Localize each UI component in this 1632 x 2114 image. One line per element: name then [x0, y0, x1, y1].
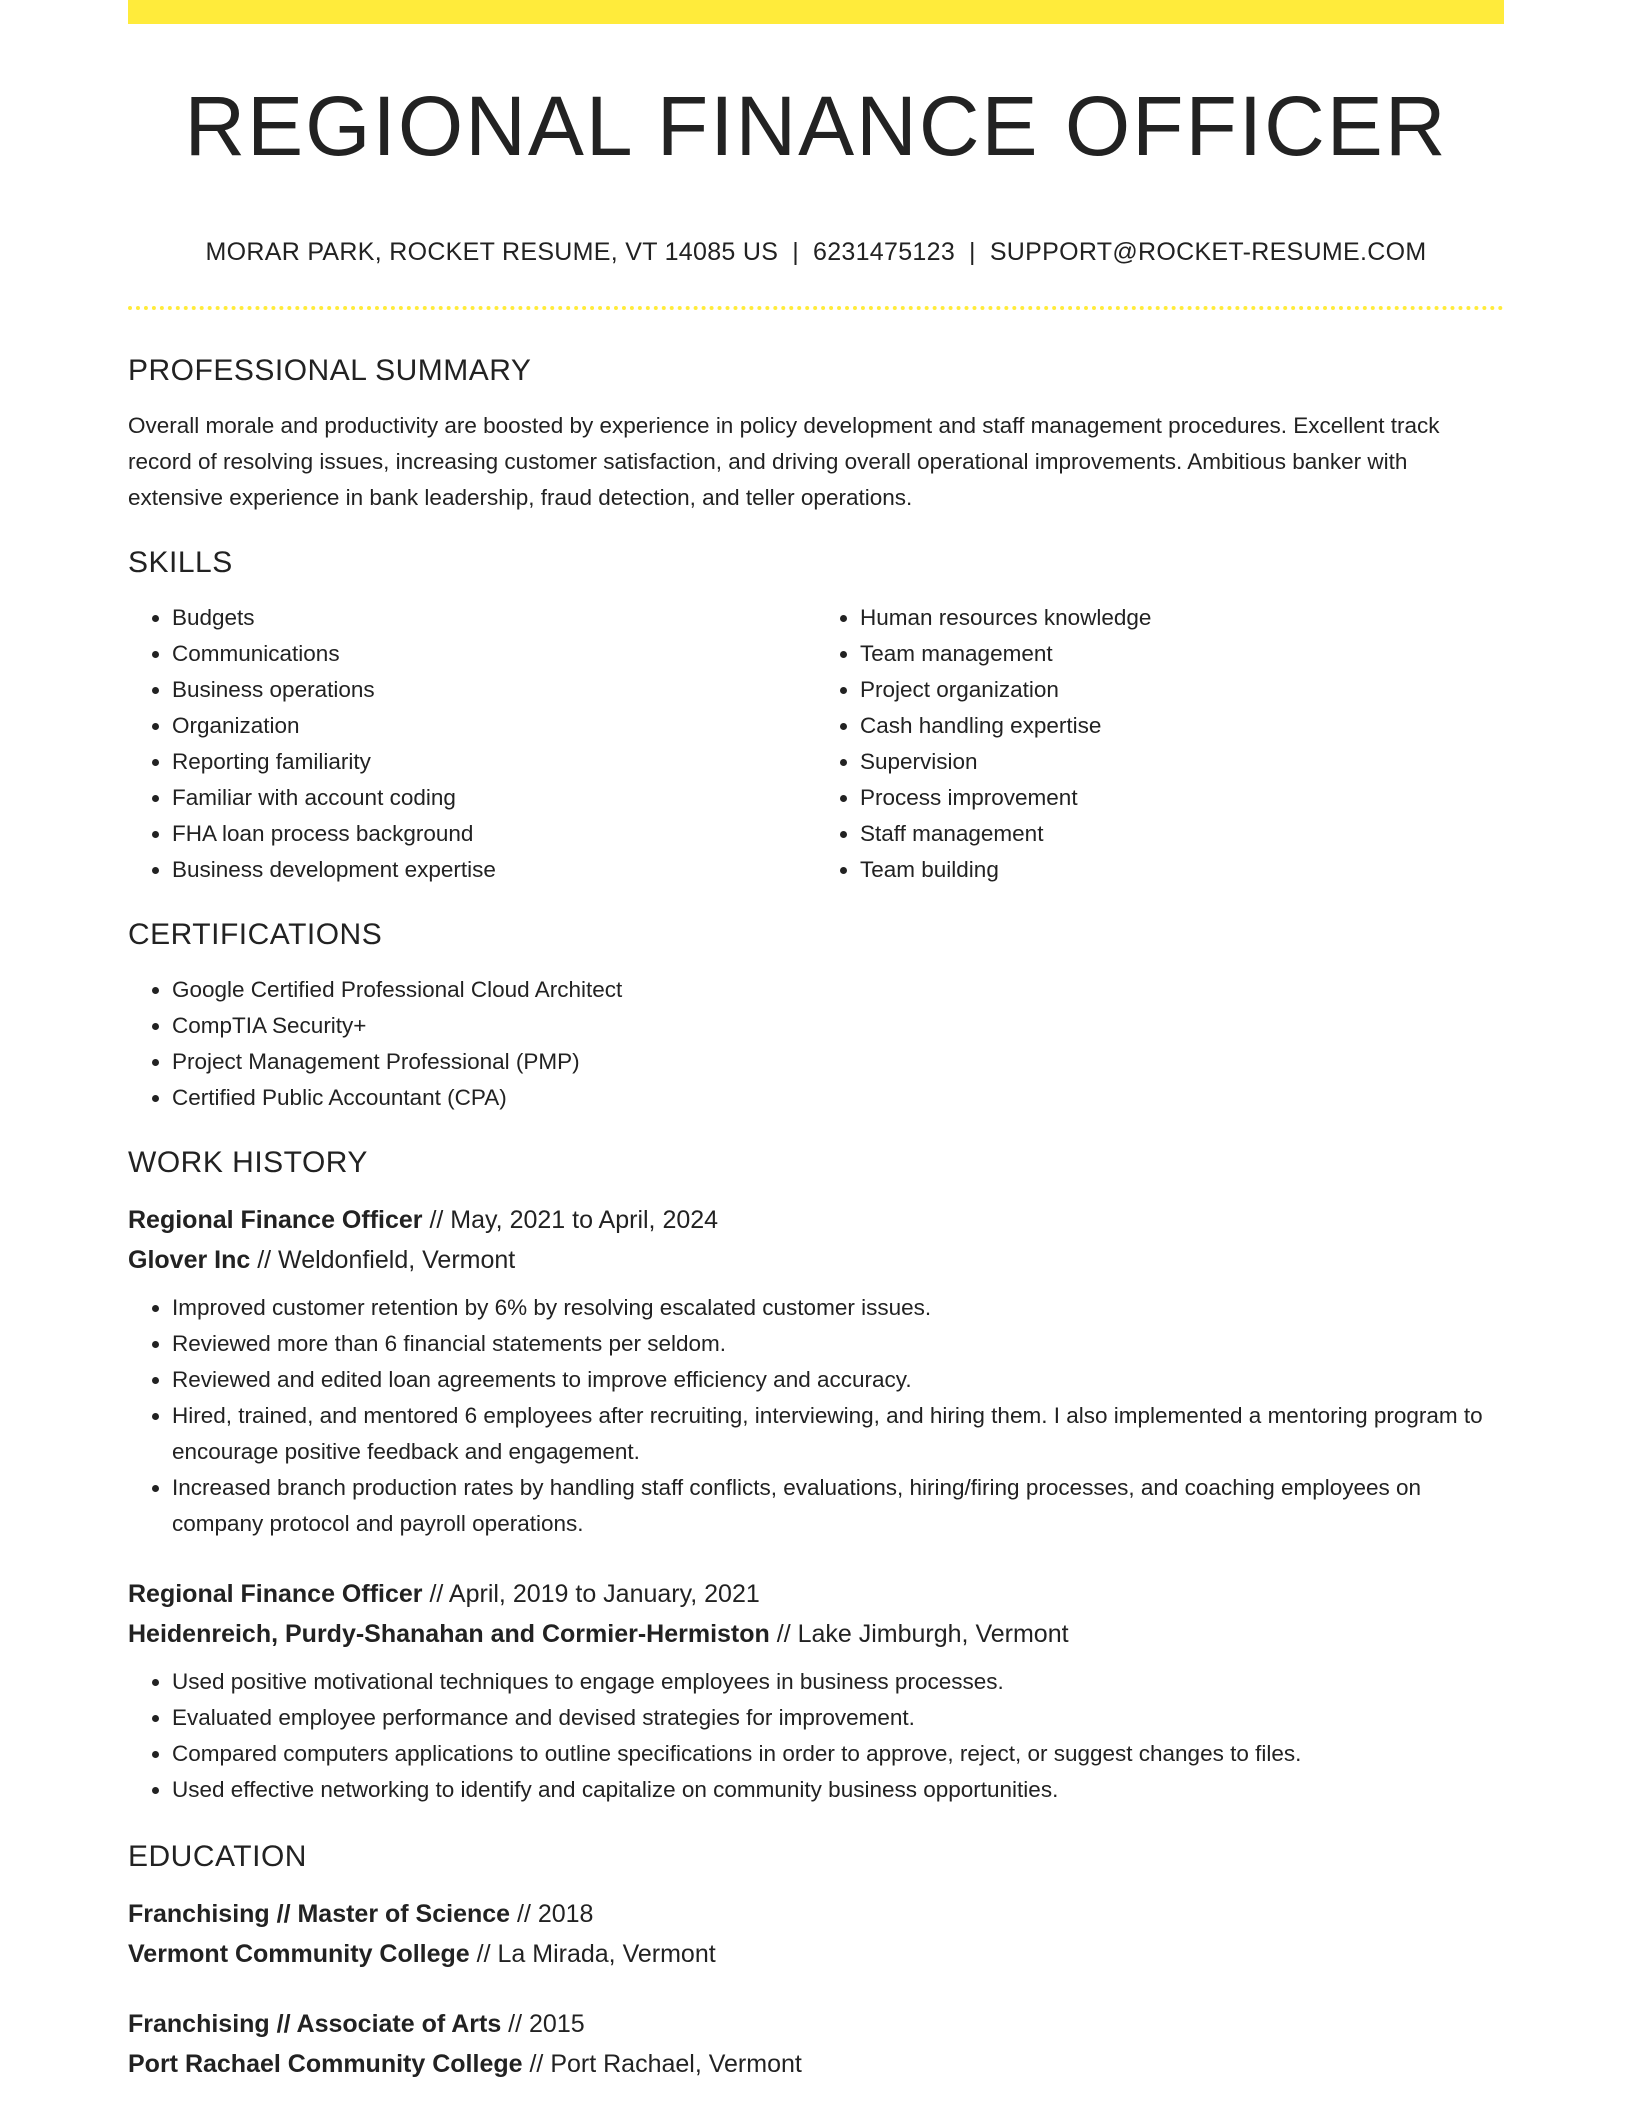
skills-heading: SKILLS	[128, 546, 233, 579]
job-bullet: • Evaluated employee performance and devised strategies for improvement.	[172, 1700, 1504, 1736]
certifications-list	[128, 972, 1504, 1116]
skills-left-list	[128, 600, 816, 888]
summary-text: Overall morale and productivity are boosted by experience in policy development and staff management procedures. Excellent track record of resolving issues, increasing customer satisfaction, and driving overall operational improvements. Ambitious banker with extensive experience in bank leadership, fraud detection, and teller operations.	[128, 413, 1440, 510]
skill-item: • Human resources knowledge	[860, 600, 1504, 636]
skill-item: • Budgets	[172, 600, 816, 636]
job-bullet: • Hired, trained, and mentored 6 employees after recruiting, interviewing, and hiring them. I also implemented a mentoring program to encourage positive feedback and engagement.	[172, 1398, 1504, 1470]
job-bullet: • Improved customer retention by 6% by resolving escalated customer issues.	[172, 1290, 1504, 1326]
education-heading: EDUCATION	[128, 1840, 307, 1873]
skill-item: • Familiar with account coding	[172, 780, 816, 816]
education-entry	[128, 2004, 1504, 2084]
certification-item: • CompTIA Security+	[172, 1008, 1504, 1044]
education-entry	[128, 1894, 1504, 1974]
skill-item: • Supervision	[860, 744, 1504, 780]
job-bullet: • Increased branch production rates by handling staff conflicts, evaluations, hiring/firing processes, and coaching employees on company protocol and payroll operations.	[172, 1470, 1504, 1542]
work-history-section	[128, 1146, 1504, 1808]
education-section	[128, 1840, 1504, 2084]
job-entry	[128, 1200, 1504, 1542]
certification-item: • Project Management Professional (PMP)	[172, 1044, 1504, 1080]
certifications-heading: CERTIFICATIONS	[128, 918, 383, 951]
job-title: Regional Finance Officer	[128, 1206, 423, 1234]
job-bullets	[128, 1664, 1504, 1808]
job-bullet: • Compared computers applications to outline specifications in order to approve, reject, or suggest changes to files.	[172, 1736, 1504, 1772]
job-location: // Lake Jimburgh, Vermont	[769, 1620, 1069, 1648]
contact-email: SUPPORT@ROCKET-RESUME.COM	[989, 238, 1427, 266]
skills-section	[128, 546, 1504, 888]
education-degree: Franchising // Associate of Arts	[128, 2010, 502, 2038]
skill-item: • Project organization	[860, 672, 1504, 708]
education-location: // La Mirada, Vermont	[469, 1940, 716, 1968]
education-degree: Franchising // Master of Science	[128, 1900, 511, 1928]
education-school: Vermont Community College	[128, 1940, 470, 1968]
skill-item: • Process improvement	[860, 780, 1504, 816]
job-title-line	[128, 1574, 1504, 1614]
skill-item: • Business development expertise	[172, 852, 816, 888]
job-bullet: • Used effective networking to identify and capitalize on community business opportunities.	[172, 1772, 1504, 1808]
education-school-line	[128, 2044, 1504, 2084]
contact-separator: |	[969, 238, 976, 266]
work-history-heading: WORK HISTORY	[128, 1146, 368, 1179]
education-degree-line	[128, 1894, 1504, 1934]
skill-item: • Organization	[172, 708, 816, 744]
skill-item: • FHA loan process background	[172, 816, 816, 852]
resume-body	[128, 354, 1504, 2114]
contact-line	[128, 238, 1504, 267]
skill-item: • Communications	[172, 636, 816, 672]
job-title: Regional Finance Officer	[128, 1580, 423, 1608]
skill-item: • Business operations	[172, 672, 816, 708]
certification-item: • Certified Public Accountant (CPA)	[172, 1080, 1504, 1116]
dotted-divider	[128, 306, 1504, 310]
job-company-line	[128, 1614, 1504, 1654]
contact-separator: |	[792, 238, 799, 266]
certification-item: • Google Certified Professional Cloud Architect	[172, 972, 1504, 1008]
job-title-line	[128, 1200, 1504, 1240]
skill-item: • Cash handling expertise	[860, 708, 1504, 744]
summary-heading: PROFESSIONAL SUMMARY	[128, 354, 532, 387]
job-bullet: • Used positive motivational techniques to engage employees in business processes.	[172, 1664, 1504, 1700]
certifications-section	[128, 918, 1504, 1116]
top-accent-bar	[128, 0, 1504, 24]
skills-right-list	[816, 600, 1504, 888]
job-company: Glover Inc	[128, 1246, 251, 1274]
job-bullet: • Reviewed more than 6 financial statements per seldom.	[172, 1326, 1504, 1362]
job-dates: // May, 2021 to April, 2024	[422, 1206, 719, 1234]
job-bullet: • Reviewed and edited loan agreements to improve efficiency and accuracy.	[172, 1362, 1504, 1398]
education-year: // 2018	[510, 1900, 594, 1928]
job-company-line	[128, 1240, 1504, 1280]
skill-item: • Reporting familiarity	[172, 744, 816, 780]
contact-address: MORAR PARK, ROCKET RESUME, VT 14085 US	[205, 238, 779, 266]
job-bullets	[128, 1290, 1504, 1542]
skill-item: • Team building	[860, 852, 1504, 888]
contact-phone: 6231475123	[812, 238, 956, 266]
resume-name-title: REGIONAL FINANCE OFFICER	[184, 79, 1448, 173]
job-location: // Weldonfield, Vermont	[250, 1246, 516, 1274]
job-dates: // April, 2019 to January, 2021	[422, 1580, 760, 1608]
education-degree-line	[128, 2004, 1504, 2044]
skills-columns	[128, 600, 1504, 888]
education-location: // Port Rachael, Vermont	[522, 2050, 802, 2078]
job-entry	[128, 1574, 1504, 1808]
skill-item: • Team management	[860, 636, 1504, 672]
job-company: Heidenreich, Purdy-Shanahan and Cormier-Hermiston	[128, 1620, 770, 1648]
education-school: Port Rachael Community College	[128, 2050, 523, 2078]
education-school-line	[128, 1934, 1504, 1974]
education-year: // 2015	[501, 2010, 585, 2038]
skill-item: • Staff management	[860, 816, 1504, 852]
summary-section	[128, 354, 1504, 516]
